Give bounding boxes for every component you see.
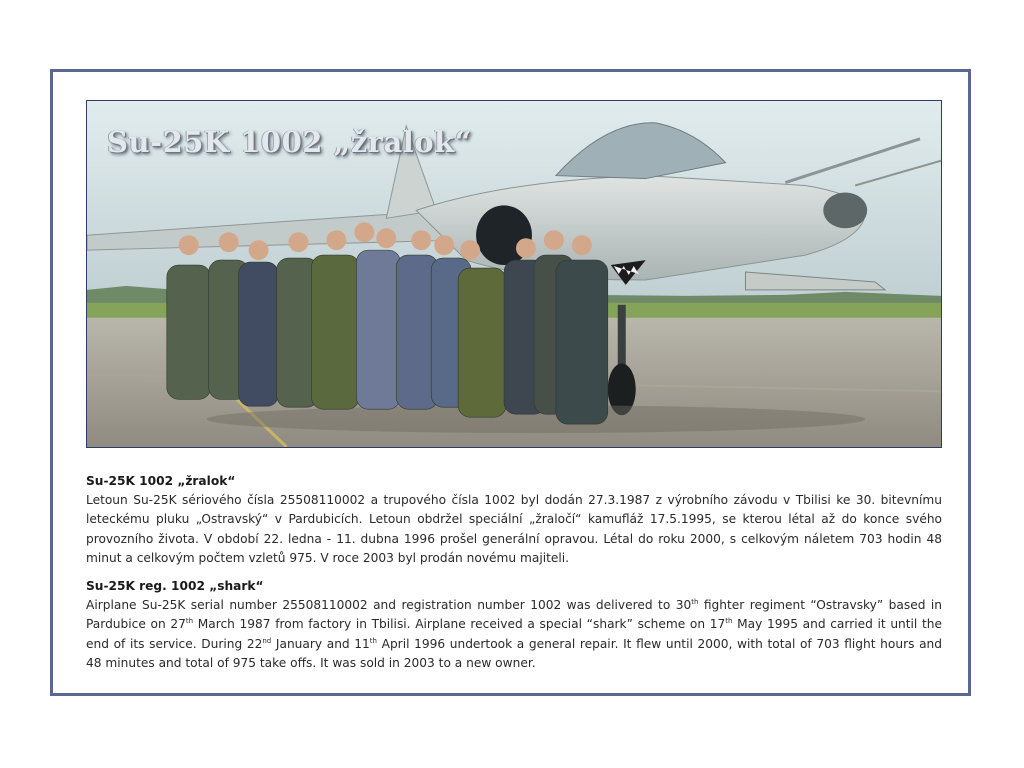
english-body	[86, 596, 942, 673]
ordinal-suffix: th	[725, 617, 733, 626]
english-body-part: May 1995 and carried it until the end of its service. During 22	[86, 617, 942, 651]
english-body-part: fighter regiment “Ostravsky” based in Pardubice on 27	[86, 598, 942, 632]
czech-heading: Su-25K 1002 „žralok“	[86, 474, 236, 488]
ordinal-suffix: th	[691, 598, 699, 607]
english-body-part: April 1996 undertook a general repair. It flew until 2000, with total of 703 flight hours and 48 minutes and total of 975 take offs. It was sold in 2003 to a new owner.	[86, 636, 942, 670]
czech-body: Letoun Su-25K sériového čísla 25508110002 a trupového čísla 1002 byl dodán 27.3.1987 z výrobního závodu v Tbilisi ke 30. bitevnímu leteckému pluku „Ostravský“ v Pardubicích. Letoun obdržel speciální „žraločí“ kamufláž 17.5.1995, se kterou létal až do konce svého provozního života. V období 22. ledna - 11. dubna 1996 prošel generální opravou. Létal do roku 2000, s celkovým náletem 703 hodin 48 minut a celkovým počtem vzletů 975. V roce 2003 byl prodán novému majiteli.	[86, 493, 942, 565]
ordinal-suffix: th	[369, 636, 377, 645]
card-frame	[50, 69, 971, 696]
photo-title: Su-25K 1002 „žralok“	[107, 125, 472, 159]
english-body-part: March 1987 from factory in Tbilisi. Airplane received a special “shark” scheme on 17	[193, 617, 726, 632]
description-text	[86, 472, 942, 673]
english-body-part: Airplane Su-25K serial number 25508110002 and registration number 1002 was delivered to 30	[86, 598, 692, 613]
english-body-part: January and 11	[271, 636, 370, 651]
ordinal-suffix: th	[185, 617, 194, 626]
english-heading: Su-25K reg. 1002 „shark“	[86, 579, 264, 594]
ordinal-suffix: nd	[262, 636, 272, 645]
aircraft-photo	[86, 100, 942, 448]
